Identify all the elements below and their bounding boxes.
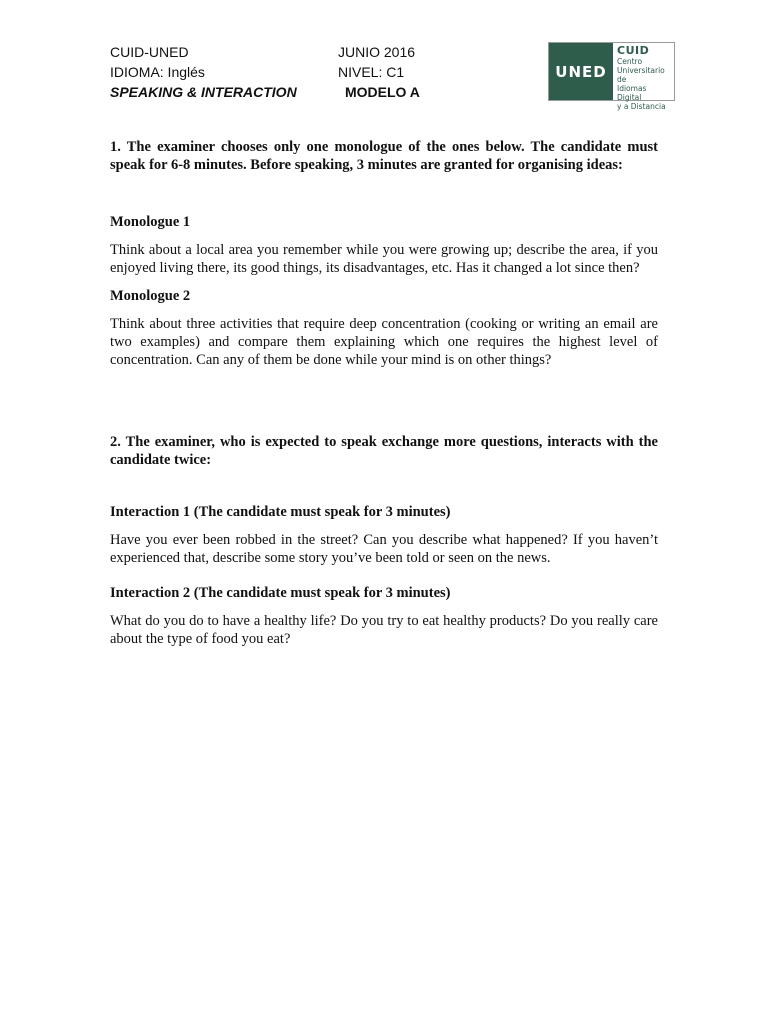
institution-label: CUID-UNED xyxy=(110,44,189,60)
date-label: JUNIO 2016 xyxy=(338,44,416,60)
interaction1-title: Interaction 1 (The candidate must speak for 3 minutes) xyxy=(110,504,451,520)
interaction1-text: Have you ever been robbed in the street? Can you describe what happened? If you haven’t experienced that, describe some story you’ve been told or seen on the news. xyxy=(110,532,658,566)
interaction2-text: What do you do to have a healthy life? Do you try to eat healthy products? Do you really care about the type of food you eat? xyxy=(110,613,658,647)
header-left xyxy=(110,42,297,102)
exam-content xyxy=(110,138,658,648)
cuid-line-2: Universitario de xyxy=(617,66,665,84)
monologue2-title: Monologue 2 xyxy=(110,288,191,304)
monologue1-text: Think about a local area you remember while you were growing up; describe the area, if you enjoyed living there, its good things, its disadvantages, etc. Has it changed a lot since then? xyxy=(110,242,658,276)
cuid-brand: CUID xyxy=(617,44,650,57)
part1-instruction: 1. The examiner chooses only one monologue of the ones below. The candidate must speak for 6-8 minutes. Before speaking, 3 minutes are granted for organising ideas: xyxy=(110,139,658,173)
header-middle xyxy=(338,42,420,102)
level-label: NIVEL: C1 xyxy=(338,64,405,80)
cuid-line-4: y a Distancia xyxy=(617,102,666,111)
monologue1-title: Monologue 1 xyxy=(110,214,191,230)
cuid-wordmark xyxy=(613,43,674,111)
model-label: MODELO A xyxy=(345,84,420,100)
language-label: IDIOMA: Inglés xyxy=(110,64,205,80)
cuid-line-3: Idiomas Digital xyxy=(617,84,647,102)
monologue2-text: Think about three activities that require deep concentration (cooking or writing an email are two examples) and compare them explaining which one requires the highest level of concentration. Can any of them be done while your mind is on other things? xyxy=(110,316,658,368)
section-label: SPEAKING & INTERACTION xyxy=(110,84,297,100)
uned-cuid-logo xyxy=(548,42,675,111)
part2-instruction: 2. The examiner, who is expected to speak exchange more questions, interacts with the candidate twice: xyxy=(110,434,658,468)
cuid-line-1: Centro xyxy=(617,57,643,66)
interaction2-title: Interaction 2 (The candidate must speak for 3 minutes) xyxy=(110,585,451,601)
uned-wordmark: UNED xyxy=(549,43,613,100)
